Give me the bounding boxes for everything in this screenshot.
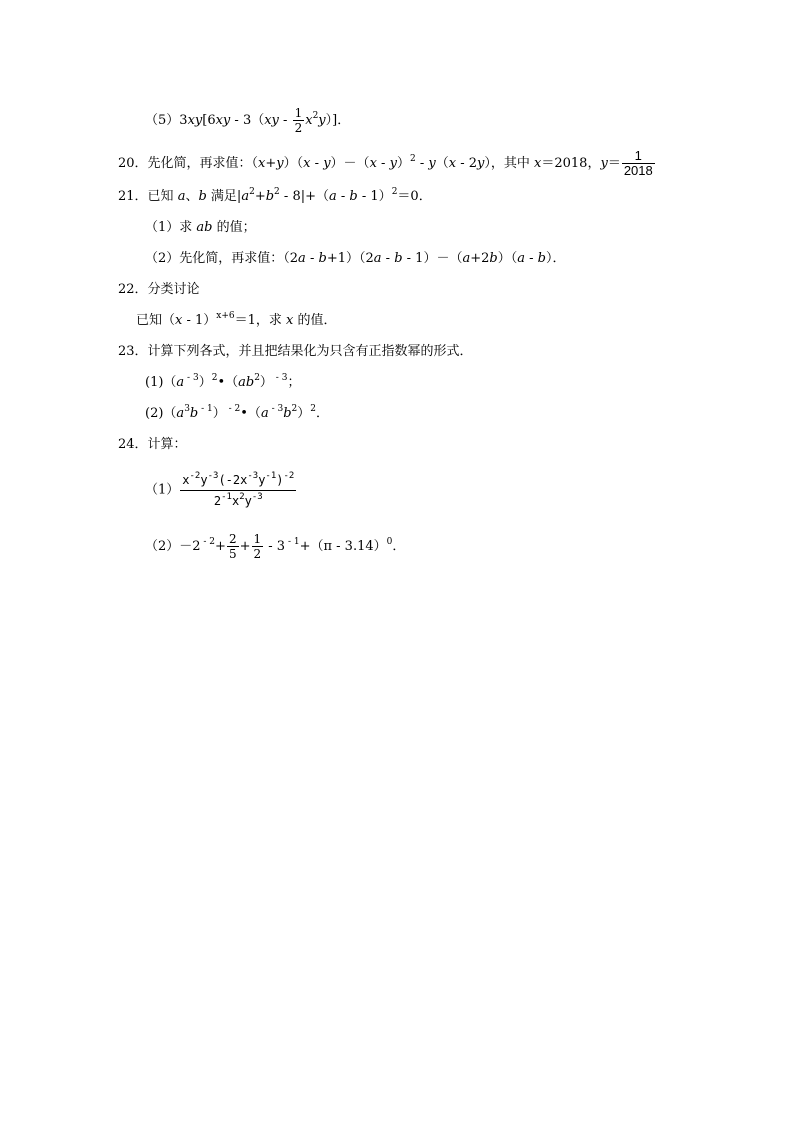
question-21: 21．已知 a、b 满足$|a^2+b^2 - 8|+(a - b - 1)^2=0$． bbox=[118, 187, 432, 204]
question-21-part1: （1）求 ab 的值； bbox=[145, 220, 256, 235]
fraction-one-half-b: $\frac{1}{2}$ bbox=[253, 532, 262, 561]
question-20: 20．先化简，再求值：（x+y）（x - y）－（x - y）$^2$ - y（x - 2y），其中 x＝2018，y＝ $\frac{1}{2018}$ bbox=[118, 148, 653, 178]
fraction-1-over-2018: $\frac{1}{2018}$ bbox=[623, 148, 653, 178]
fraction-two-fifths: $\frac{2}{5}$ bbox=[228, 532, 237, 561]
question-24-part2: （2）－2 $^{- 2}$+ $\frac{2}{5}$ + $\frac{1}{2}$ - 3 $^{- 1}$+（π - 3.14）$^0$． bbox=[145, 532, 406, 561]
q19-part5: （5）3xy[6xy - 3（xy - $\frac{1}{2}$ $x^2y$）]． bbox=[145, 106, 351, 135]
question-24-part1: （1） $\frac{x^{-2}y^{-3}(-2x^{-3}y^{-1})^{-2}}{2^{-1}x^2y^{-3}}$ bbox=[145, 470, 297, 511]
question-23-part2: $(2)(a^3b$ $^{- 1}$） $^{- 2}$•（a $^{- 3}b^2)^2$． bbox=[145, 404, 330, 421]
fraction-expression: $\frac{x^{-2}y^{-3}(-2x^{-3}y^{-1})^{-2}}{2^{-1}x^2y^{-3}}$ bbox=[182, 471, 295, 508]
question-23-part1: (1)（a $^{- 3})^2•(ab^2)$ $^{- 3}$； bbox=[145, 373, 301, 390]
question-23: 23．计算下列各式，并且把结果化为只含有正指数幂的形式． bbox=[118, 344, 473, 359]
question-21-part2: （2）先化简，再求值：（2a - b+1）（2a - b - 1）－（a+2b）（a - b）． bbox=[145, 251, 566, 266]
question-24: 24．计算： bbox=[118, 437, 187, 452]
fraction-one-half: $\frac{1}{2}$ bbox=[294, 106, 303, 135]
question-22: 22．分类讨论 bbox=[118, 282, 200, 297]
question-22-body: 已知（x - 1）$^{x+6}$＝1，求 x 的值． bbox=[136, 311, 337, 328]
